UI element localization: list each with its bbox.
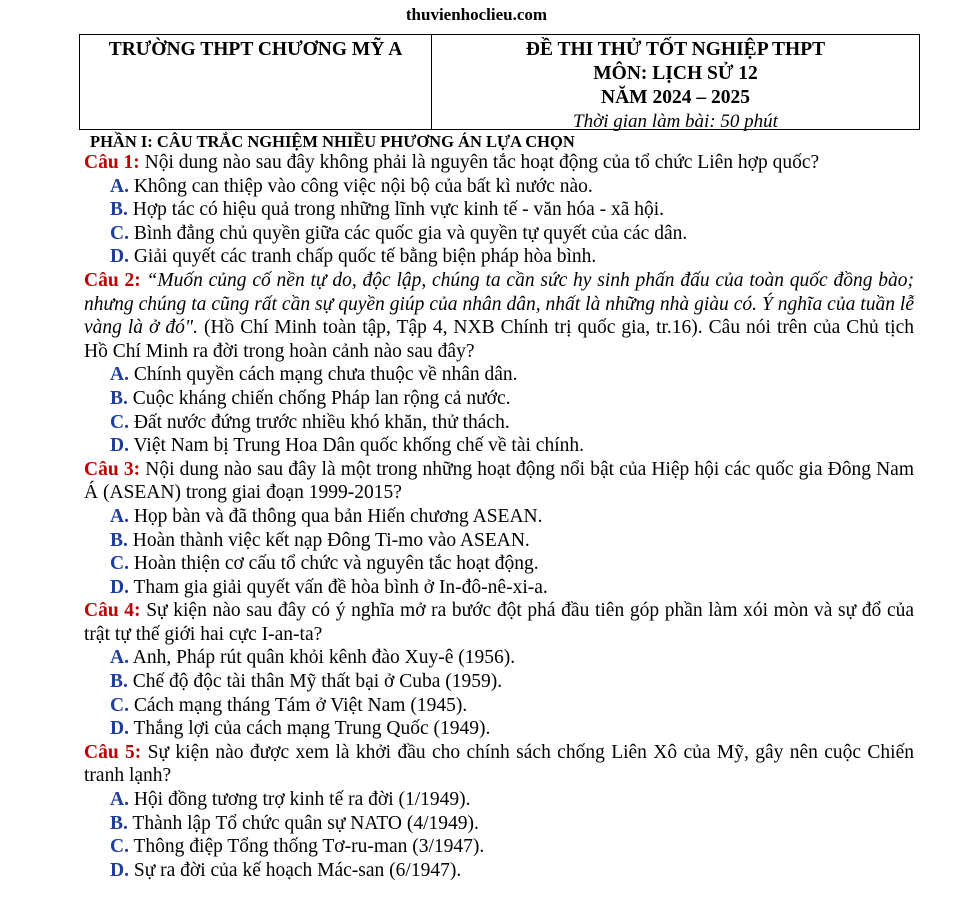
- option-text: Thắng lợi của cách mạng Trung Quốc (1949).: [133, 718, 491, 740]
- option-text: Hội đồng tương trợ kinh tế ra đời (1/1949).: [133, 789, 471, 811]
- option-3d: [84, 576, 914, 600]
- option-5b: [84, 812, 914, 836]
- option-text: Việt Nam bị Trung Hoa Dân quốc khống chế về tài chính.: [133, 435, 584, 457]
- option-2b: [84, 387, 914, 411]
- option-1b: [84, 198, 914, 222]
- question-5: [84, 741, 914, 788]
- option-letter: C.: [110, 553, 129, 575]
- option-text: Tham gia giải quyết vấn đề hòa bình ở In-đô-nê-xi-a.: [133, 576, 548, 598]
- question-2: [84, 269, 914, 363]
- option-3a: [84, 505, 914, 529]
- option-letter: A.: [110, 364, 129, 386]
- exam-header: [79, 34, 920, 130]
- question-text: Sự kiện nào được xem là khởi đầu cho chính sách chống Liên Xô của Mỹ, gây nên cuộc Chiến tranh lạnh?: [84, 741, 914, 787]
- school-name: TRƯỜNG THPT CHƯƠNG MỸ A: [80, 35, 432, 129]
- option-1c: [84, 222, 914, 246]
- site-watermark: thuvienhoclieu.com: [405, 5, 548, 24]
- option-3c: [84, 552, 914, 576]
- option-4d: [84, 717, 914, 741]
- question-1: [84, 151, 914, 175]
- option-1a: [84, 175, 914, 199]
- question-text: Nội dung nào sau đây là một trong những hoạt động nổi bật của Hiệp hội các quốc gia Đông Nam Á (ASEAN) trong giai đoạn 1999-2015?: [84, 458, 915, 504]
- question-label: Câu 4:: [84, 600, 141, 622]
- exam-subject: MÔN: LỊCH SỬ 12: [593, 63, 758, 84]
- question-4: [84, 599, 914, 646]
- option-text: Thông điệp Tổng thống Tơ-ru-man (3/1947).: [133, 836, 485, 858]
- option-2d: [84, 434, 914, 458]
- question-label: Câu 5:: [84, 741, 142, 763]
- option-letter: D.: [110, 576, 129, 598]
- option-1d: [84, 245, 914, 269]
- option-letter: B.: [110, 529, 128, 551]
- option-text: Giải quyết các tranh chấp quốc tế bằng biện pháp hòa bình.: [133, 246, 597, 268]
- option-letter: D.: [110, 435, 129, 457]
- question-label: Câu 2:: [84, 269, 141, 291]
- option-letter: B.: [110, 812, 128, 834]
- option-letter: C.: [110, 836, 129, 858]
- option-5d: [84, 859, 914, 883]
- option-letter: D.: [110, 859, 129, 881]
- option-3b: [84, 529, 914, 553]
- question-label: Câu 3:: [84, 458, 141, 480]
- option-letter: B.: [110, 387, 128, 409]
- option-letter: D.: [110, 718, 129, 740]
- option-2c: [84, 411, 914, 435]
- option-text: Chính quyền cách mạng chưa thuộc về nhân dân.: [133, 364, 518, 386]
- exam-duration: Thời gian làm bài: 50 phút: [573, 111, 778, 132]
- option-4c: [84, 694, 914, 718]
- option-4b: [84, 670, 914, 694]
- option-text: Họp bàn và đã thông qua bản Hiến chương ASEAN.: [133, 505, 543, 527]
- question-text: Sự kiện nào sau đây có ý nghĩa mở ra bước đột phá đầu tiên góp phần làm xói mòn và sự đổ của trật tự thế giới hai cực I-an-ta?: [84, 600, 915, 645]
- option-text: Hoàn thiện cơ cấu tổ chức và nguyên tắc hoạt động.: [133, 553, 539, 575]
- option-2a: [84, 363, 914, 387]
- question-quote: “Muốn củng cố nền tự do, độc lập, chúng ta cần sức hy sinh phấn đấu của toàn quốc đồng bào; nhưng chúng ta cũng rất cần sự quyền giúp của nhân dân, nhất là những nhà giàu có. Ý nghĩa của tuần lễ vàng là ở đó".: [84, 269, 915, 339]
- question-3: [84, 458, 914, 505]
- option-text: Anh, Pháp rút quân khỏi kênh đào Xuy-ê (1956).: [132, 647, 516, 669]
- option-text: Bình đẳng chủ quyền giữa các quốc gia và quyền tự quyết của các dân.: [133, 222, 688, 244]
- exam-title: ĐỀ THI THỬ TỐT NGHIỆP THPT: [525, 39, 826, 60]
- option-4a: [84, 646, 914, 670]
- exam-content: [84, 132, 914, 882]
- question-text: (Hồ Chí Minh toàn tập, Tập 4, NXB Chính trị quốc gia, tr.16). Câu nói trên của Chủ tịch Hồ Chí Minh ra đời trong hoàn cảnh nào sau đây?: [84, 317, 914, 362]
- option-text: Chế độ độc tài thân Mỹ thất bại ở Cuba (1959).: [132, 671, 503, 693]
- option-text: Cuộc kháng chiến chống Pháp lan rộng cả nước.: [132, 387, 511, 409]
- option-letter: B.: [110, 199, 128, 221]
- option-letter: A.: [110, 175, 129, 197]
- option-text: Hợp tác có hiệu quả trong những lĩnh vực kinh tế - văn hóa - xã hội.: [132, 199, 665, 221]
- section-title: PHẦN I: CÂU TRẮC NGHIỆM NHIỀU PHƯƠNG ÁN LỰA CHỌN: [90, 132, 575, 151]
- option-letter: D.: [110, 246, 129, 268]
- option-text: Không can thiệp vào công việc nội bộ của bất kì nước nào.: [133, 175, 593, 197]
- option-letter: A.: [110, 647, 129, 669]
- option-letter: C.: [110, 411, 129, 433]
- option-text: Đất nước đứng trước nhiều khó khăn, thử thách.: [133, 411, 510, 433]
- option-letter: C.: [110, 222, 129, 244]
- option-text: Hoàn thành việc kết nạp Đông Ti-mo vào ASEAN.: [132, 529, 530, 551]
- question-label: Câu 1:: [84, 152, 140, 173]
- exam-year: NĂM 2024 – 2025: [601, 87, 750, 108]
- option-5c: [84, 835, 914, 859]
- question-text: Nội dung nào sau đây không phải là nguyên tắc hoạt động của tổ chức Liên hợp quốc?: [144, 152, 820, 173]
- option-letter: A.: [110, 505, 129, 527]
- option-letter: C.: [110, 694, 129, 716]
- option-text: Cách mạng tháng Tám ở Việt Nam (1945).: [133, 694, 468, 716]
- option-letter: B.: [110, 671, 128, 693]
- option-letter: A.: [110, 789, 129, 811]
- option-text: Sự ra đời của kế hoạch Mác-san (6/1947).: [133, 859, 462, 881]
- exam-info: [432, 35, 919, 132]
- option-text: Thành lập Tổ chức quân sự NATO (4/1949).: [132, 812, 479, 834]
- option-5a: [84, 788, 914, 812]
